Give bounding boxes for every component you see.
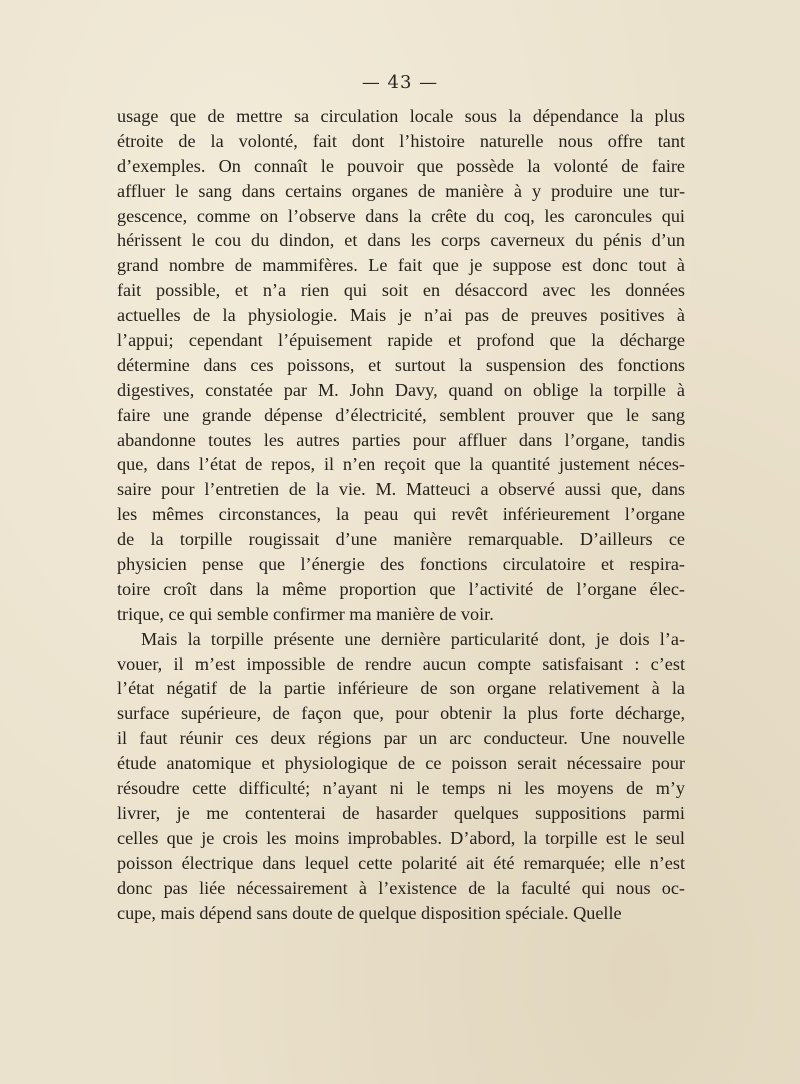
text-line: poisson électrique dans lequel cette polarité ait été remarquée; elle n’est [117,852,685,873]
text-line: donc pas liée nécessairement à l’existence de la faculté qui nous oc- [117,877,685,898]
text-line: saire pour l’entretien de la vie. M. Matteuci a observé aussi que, dans [117,479,685,500]
paragraph-1 [117,104,685,627]
text-line: vouer, il m’est impossible de rendre aucun compte satisfaisant : c’est [117,653,685,674]
text-line: usage que de mettre sa circulation locale sous la dépendance la plus [117,106,685,126]
text-line: résoudre cette difficulté; n’ayant ni le temps ni les moyens de m’y [117,778,685,799]
text-line: affluer le sang dans certains organes de manière à y produire une tur- [117,180,685,201]
text-line: hérissent le cou du dindon, et dans les corps caverneux du pénis d’un [117,230,685,251]
body-text [117,104,685,925]
page-number: — 43 — [361,72,439,93]
text-line: d’exemples. On connaît le pouvoir que possède la volonté de faire [117,155,685,176]
text-line: l’appui; cependant l’épuisement rapide et profond que la décharge [117,330,685,351]
text-line: étroite de la volonté, fait dont l’histoire naturelle nous offre tant [117,130,685,151]
text-line: étude anatomique et physiologique de ce poisson serait nécessaire pour [117,753,685,774]
text-line: il faut réunir ces deux régions par un arc conducteur. Une nouvelle [117,728,685,749]
paragraph-2 [117,627,685,926]
text-line: gescence, comme on l’observe dans la crête du coq, les caroncules qui [117,205,685,226]
text-line: celles que je crois les moins improbables. D’abord, la torpille est le seul [117,827,685,848]
text-line: les mêmes circonstances, la peau qui revêt inférieurement l’organe [117,504,685,525]
text-line: détermine dans ces poissons, et surtout la suspension des fonctions [117,354,685,375]
text-line: cupe, mais dépend sans doute de quelque disposition spéciale. Quelle [117,902,622,923]
text-line: trique, ce qui semble confirmer ma manière de voir. [117,603,494,624]
text-line: l’état négatif de la partie inférieure de son organe relativement à la [117,678,685,699]
text-line: faire une grande dépense d’électricité, semblent prouver que le sang [117,404,685,425]
text-line: que, dans l’état de repos, il n’en reçoit que la quantité justement néces- [117,454,685,475]
text-line: toire croît dans la même proportion que l’activité de l’organe élec- [117,578,685,599]
text-line: abandonne toutes les autres parties pour affluer dans l’organe, tandis [117,429,685,450]
text-line: Mais la torpille présente une dernière particularité dont, je dois l’a- [141,628,685,649]
text-line: grand nombre de mammifères. Le fait que je suppose est donc tout à [117,255,685,276]
text-line: de la torpille rougissait d’une manière remarquable. D’ailleurs ce [117,529,685,550]
text-line: surface supérieure, de façon que, pour obtenir la plus forte décharge, [117,703,685,724]
text-line: livrer, je me contenterai de hasarder quelques suppositions parmi [117,802,685,823]
text-line: physicien pense que l’énergie des fonctions circulatoire et respira- [117,554,685,575]
text-line: digestives, constatée par M. John Davy, quand on oblige la torpille à [117,379,685,400]
text-line: actuelles de la physiologie. Mais je n’ai pas de preuves positives à [117,305,685,326]
text-line: fait possible, et n’a rien qui soit en désaccord avec les données [117,280,685,301]
